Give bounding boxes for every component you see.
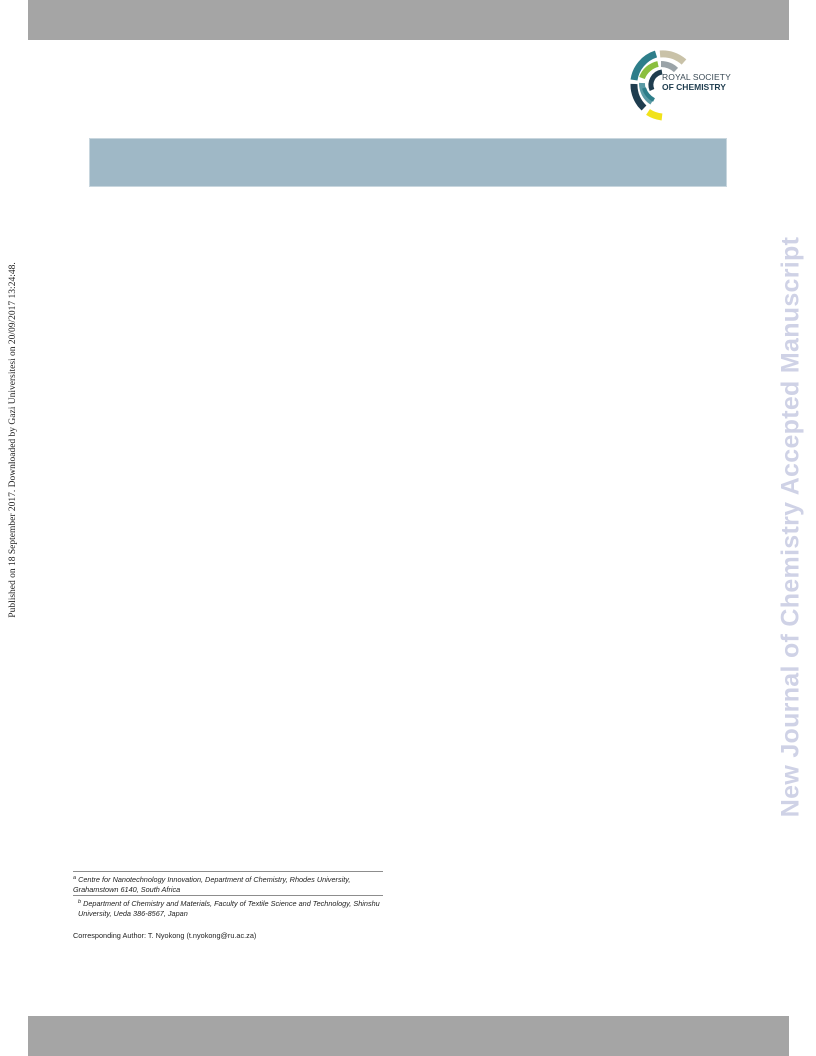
affiliation-footnotes [73, 871, 383, 940]
article-title-box [89, 138, 727, 187]
corresponding-author: Corresponding Author: T. Nyokong (t.nyokong@ru.ac.za) [73, 931, 257, 940]
footnote-b-mark: b [78, 899, 82, 905]
download-notice-text: Published on 18 September 2017. Downloaded by Gazi Universitesi on 20/09/2017 13:24:48. [8, 262, 18, 618]
footnote-a-text: Centre for Nanotechnology Innovation, Department of Chemistry, Rhodes University, Grahamstown 6140, South Africa [73, 875, 351, 894]
footnote-b [73, 899, 383, 918]
logo-line-1: ROYAL SOCIETY [662, 72, 731, 82]
footer-band [28, 1016, 789, 1056]
logo-line-2: OF CHEMISTRY [662, 82, 726, 92]
footnote-divider [73, 871, 383, 872]
footnote-b-text: Department of Chemistry and Materials, Faculty of Textile Science and Technology, Shinshu University, Ueda 386-8567, Japan [78, 899, 380, 918]
footnote-divider-2 [73, 895, 383, 896]
journal-watermark-text: New Journal of Chemistry Accepted Manuscript [776, 236, 805, 818]
rsc-logo [628, 50, 738, 122]
header-band [28, 0, 789, 40]
footnote-a [73, 875, 383, 894]
logo-text [662, 72, 731, 92]
footnote-a-mark: a [73, 875, 77, 881]
